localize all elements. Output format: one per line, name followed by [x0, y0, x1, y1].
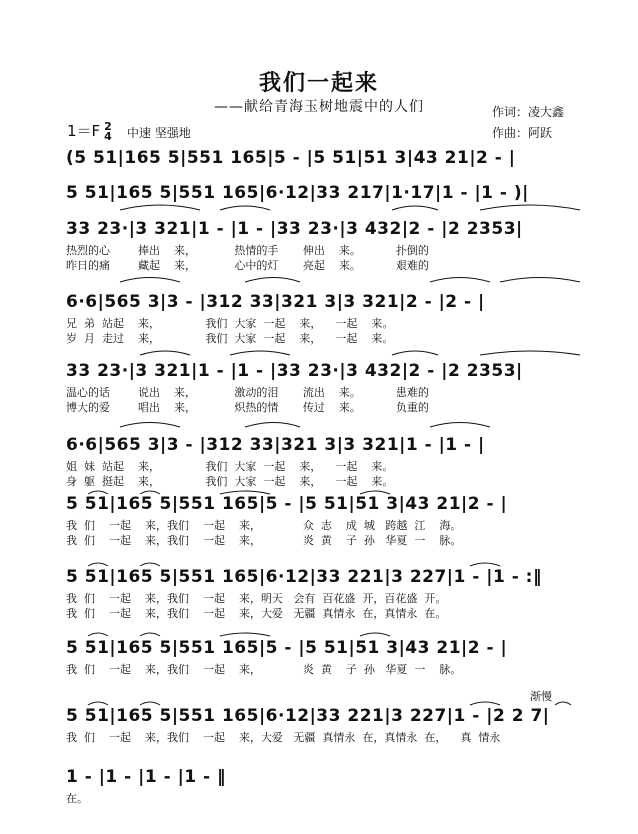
- lyric-line: 姐 妹 站起 来， 我们 大家 一起 来， 一起 来。: [66, 460, 394, 473]
- lyric-line: 我 们 一起 来，我们 一起 来，大爱 无疆 真情永 在，真情永 在， 真 情永: [66, 731, 501, 744]
- note-line: 5 51|165 5|551 165|5 - |5 51|51 3|43 21|2 - |: [66, 638, 508, 658]
- lyric-line: 热烈的心 捧出 来， 热情的手 伸出 来。 扑倒的: [66, 244, 429, 257]
- time-denominator: 4: [104, 129, 112, 143]
- note-line: 33 23·|3 321|1 - |1 - |33 23·|3 432|2 - |2 2353|: [66, 361, 523, 381]
- song-title: 我们一起来: [258, 71, 379, 96]
- composer-credit: 作曲：阿跃: [492, 126, 553, 140]
- lyricist-credit: 作词：凌大鑫: [492, 105, 565, 119]
- lyric-line: 我 们 一起 来，我们 一起 来， 炎 黄 子 孙 华夏 一 脉。: [66, 534, 462, 547]
- lyric-line: 温心的话 说出 来， 激动的泪 流出 来。 患难的: [66, 386, 429, 399]
- lyric-line: 我 们 一起 来，我们 一起 来， 炎 黄 子 孙 华夏 一 脉。: [66, 663, 462, 676]
- note-line: 33 23·|3 321|1 - |1 - |33 23·|3 432|2 - |2 2353|: [66, 219, 523, 239]
- note-line: 6·6|565 3|3 - |312 33|321 3|3 321|1 - |1 - |: [66, 435, 485, 455]
- lyric-line: 我 们 一起 来，我们 一起 来，明天 会有 百花盛 开，百花盛 开。: [66, 592, 447, 605]
- note-line: 5 51|165 5|551 165|6·12|33 221|3 227|1 - |1 - :‖: [66, 567, 542, 587]
- lyric-line: 我 们 一起 来，我们 一起 来， 众 志 成 城 跨越 江 海。: [66, 519, 462, 532]
- note-line: 1 - |1 - |1 - |1 - ‖: [66, 767, 227, 787]
- lyric-line: 兄 弟 站起 来， 我们 大家 一起 来， 一起 来。: [66, 317, 394, 330]
- time-signature: [104, 119, 112, 143]
- key-label: 1＝F: [67, 122, 101, 140]
- lyric-line: 昨日的痛 藏起 来， 心中的灯 亮起 来。 艰难的: [66, 259, 429, 272]
- lyric-line: 在。: [66, 792, 88, 805]
- tempo-marking: 中速 坚强地: [127, 126, 191, 140]
- key-signature: [67, 120, 116, 142]
- note-line: 6·6|565 3|3 - |312 33|321 3|3 321|2 - |2 - |: [66, 292, 485, 312]
- note-line: 5 51|165 5|551 165|6·12|33 217|1·17|1 - |1 - )|: [66, 183, 529, 203]
- lyric-line: 博大的爱 唱出 来， 炽热的情 传过 来。 负重的: [66, 401, 429, 414]
- ritardando-marking: 渐慢: [530, 690, 552, 703]
- song-subtitle: ——献给青海玉树地震中的人们: [214, 99, 424, 115]
- note-line: 5 51|165 5|551 165|5 - |5 51|51 3|43 21|2 - |: [66, 494, 508, 514]
- lyric-line: 身 躯 挺起 来， 我们 大家 一起 来， 一起 来。: [66, 475, 394, 488]
- time-numerator: 2: [104, 119, 112, 133]
- note-line: (5 51|165 5|551 165|5 - |5 51|51 3|43 21|2 - |: [66, 148, 516, 168]
- lyric-line: 岁 月 走过 来， 我们 大家 一起 来， 一起 来。: [66, 332, 394, 345]
- note-line: 5 51|165 5|551 165|6·12|33 221|3 227|1 - |2 2 7|: [66, 706, 550, 726]
- lyric-line: 我 们 一起 来，我们 一起 来，大爱 无疆 真情永 在，真情永 在。: [66, 607, 447, 620]
